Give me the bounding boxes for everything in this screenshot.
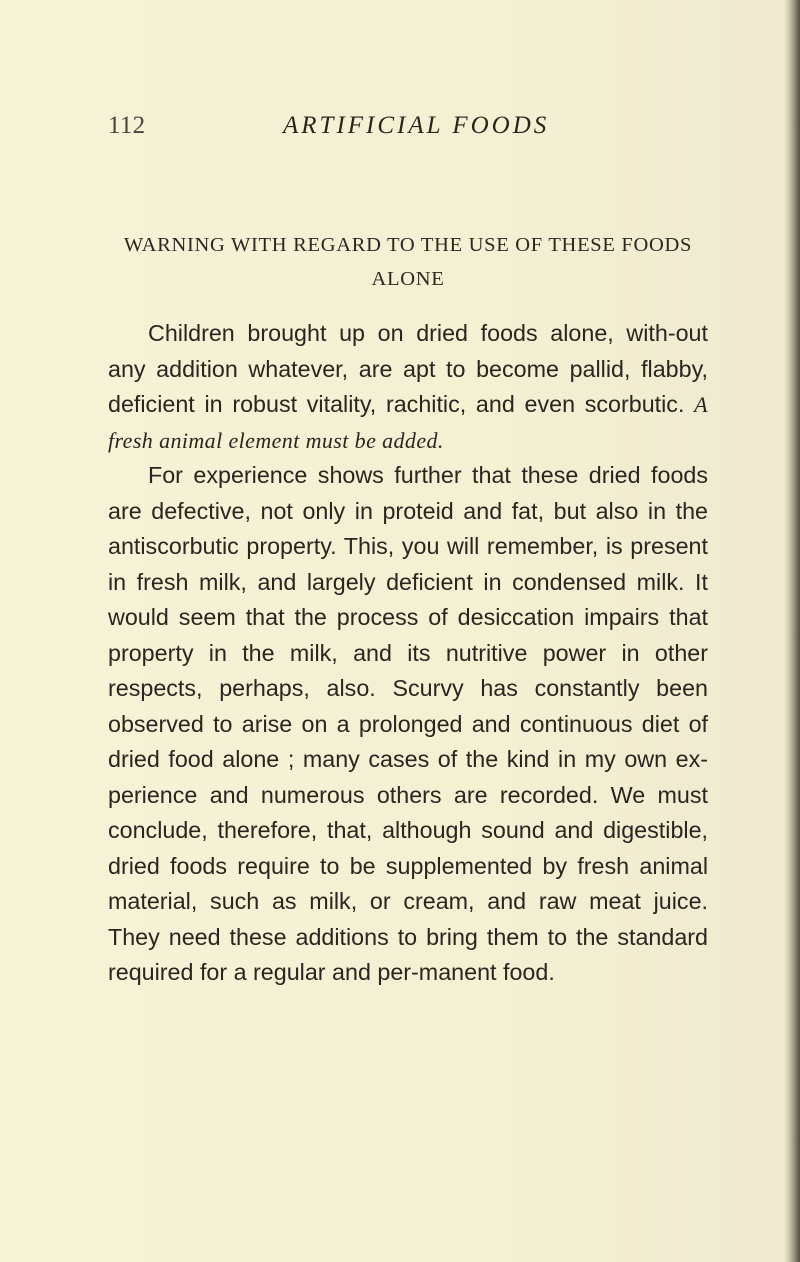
paragraph-1-text: Children brought up on dried foods alone, with-out any addition whatever, are apt to become pallid, flabby, deficient in robust vitality, rachitic, and even scorbutic. — [108, 320, 708, 417]
paragraph-2 — [108, 458, 708, 991]
paragraph-1 — [108, 316, 708, 458]
italic-emphasis-sentence: A fresh animal element must be added. — [108, 392, 708, 453]
page-number: 112 — [108, 112, 146, 139]
body-text — [108, 316, 708, 991]
page-header — [108, 112, 718, 152]
running-title: ARTIFICIAL FOODS — [283, 112, 550, 139]
paragraph-2-text: For experience shows further that these dried foods are defective, not only in proteid and fat, but also in the antiscorbutic property. This, you will remember, is present in fresh milk, and largely deficient in condensed milk. It would seem that the process of desiccation impairs that property in the milk, and its nutritive power in other respects, perhaps, also. Scurvy has constantly been observed to arise on a prolonged and continuous diet of dried food alone ; many cases of the kind in my own ex-perience and numerous others are recorded. We must conclude, therefore, that, although sound and digestible, dried foods require to be supplemented by fresh animal material, such as milk, or cream, and raw meat juice. They need these additions to bring them to the standard required for a regular and per-manent food. — [108, 462, 708, 985]
page-edge-shadow — [784, 0, 800, 1262]
section-heading: WARNING WITH REGARD TO THE USE OF THESE FOODS ALONE — [123, 234, 693, 290]
